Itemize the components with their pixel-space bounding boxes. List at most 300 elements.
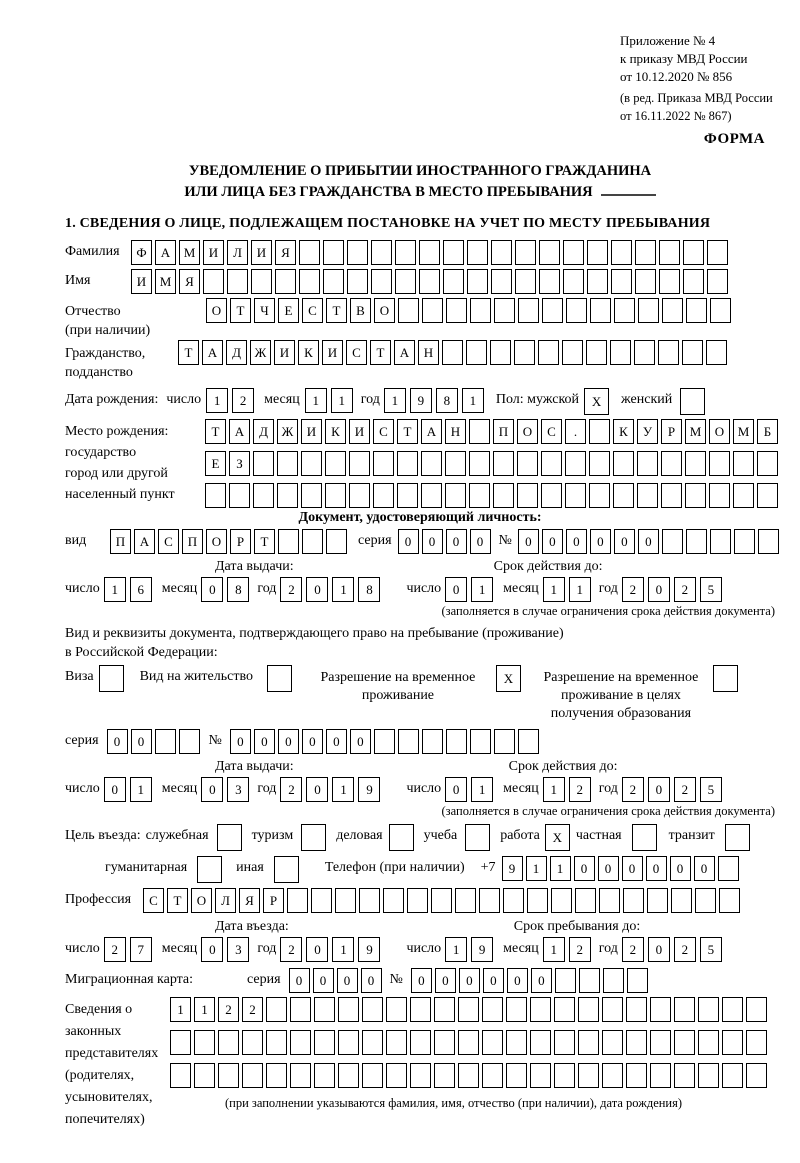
- char-cell[interactable]: 1: [550, 856, 571, 881]
- char-cell[interactable]: 0: [446, 529, 467, 554]
- char-cell[interactable]: 1: [445, 937, 467, 962]
- char-cell[interactable]: [661, 483, 682, 508]
- char-cell[interactable]: 0: [306, 777, 328, 802]
- char-cell[interactable]: 1: [569, 577, 591, 602]
- char-cell[interactable]: [506, 1030, 527, 1055]
- char-cell[interactable]: [458, 997, 479, 1022]
- char-cell[interactable]: [491, 240, 512, 265]
- char-cell[interactable]: 0: [518, 529, 539, 554]
- char-cell[interactable]: А: [394, 340, 415, 365]
- char-cell[interactable]: Л: [215, 888, 236, 913]
- char-cell[interactable]: П: [493, 419, 514, 444]
- char-cell[interactable]: [579, 968, 600, 993]
- char-cell[interactable]: [170, 1063, 191, 1088]
- char-cell[interactable]: 2: [674, 577, 696, 602]
- char-cell[interactable]: М: [685, 419, 706, 444]
- char-cell[interactable]: [443, 269, 464, 294]
- char-cell[interactable]: 0: [483, 968, 504, 993]
- char-cell[interactable]: [227, 269, 248, 294]
- char-cell[interactable]: 2: [104, 937, 126, 962]
- char-cell[interactable]: 0: [230, 729, 251, 754]
- char-cell[interactable]: С: [541, 419, 562, 444]
- char-cell[interactable]: [650, 997, 671, 1022]
- char-cell[interactable]: [662, 529, 683, 554]
- char-cell[interactable]: [725, 824, 750, 851]
- char-cell[interactable]: [539, 269, 560, 294]
- char-cell[interactable]: 6: [130, 577, 152, 602]
- char-cell[interactable]: 9: [502, 856, 523, 881]
- char-cell[interactable]: [373, 451, 394, 476]
- char-cell[interactable]: 0: [398, 529, 419, 554]
- char-cell[interactable]: [314, 997, 335, 1022]
- char-cell[interactable]: Т: [230, 298, 251, 323]
- char-cell[interactable]: В: [350, 298, 371, 323]
- char-cell[interactable]: О: [517, 419, 538, 444]
- char-cell[interactable]: [266, 997, 287, 1022]
- char-cell[interactable]: [290, 1063, 311, 1088]
- char-cell[interactable]: [458, 1063, 479, 1088]
- char-cell[interactable]: 2: [280, 937, 302, 962]
- char-cell[interactable]: 1: [305, 388, 327, 413]
- char-cell[interactable]: 1: [332, 937, 354, 962]
- char-cell[interactable]: 8: [358, 577, 380, 602]
- char-cell[interactable]: К: [298, 340, 319, 365]
- char-cell[interactable]: 2: [622, 937, 644, 962]
- char-cell[interactable]: А: [155, 240, 176, 265]
- char-cell[interactable]: И: [349, 419, 370, 444]
- char-cell[interactable]: [267, 665, 292, 692]
- char-cell[interactable]: Т: [167, 888, 188, 913]
- char-cell[interactable]: .: [565, 419, 586, 444]
- char-cell[interactable]: [299, 240, 320, 265]
- char-cell[interactable]: [389, 824, 414, 851]
- char-cell[interactable]: [758, 529, 779, 554]
- char-cell[interactable]: Т: [254, 529, 275, 554]
- char-cell[interactable]: 0: [289, 968, 310, 993]
- char-cell[interactable]: [563, 240, 584, 265]
- char-cell[interactable]: 1: [543, 937, 565, 962]
- char-cell[interactable]: 7: [130, 937, 152, 962]
- char-cell[interactable]: 0: [302, 729, 323, 754]
- char-cell[interactable]: [242, 1030, 263, 1055]
- char-cell[interactable]: 0: [361, 968, 382, 993]
- char-cell[interactable]: [541, 451, 562, 476]
- char-cell[interactable]: [218, 1030, 239, 1055]
- char-cell[interactable]: [671, 888, 692, 913]
- char-cell[interactable]: [493, 483, 514, 508]
- char-cell[interactable]: М: [733, 419, 754, 444]
- char-cell[interactable]: 9: [358, 937, 380, 962]
- char-cell[interactable]: X: [584, 388, 609, 415]
- char-cell[interactable]: Я: [239, 888, 260, 913]
- char-cell[interactable]: 0: [614, 529, 635, 554]
- char-cell[interactable]: [575, 888, 596, 913]
- char-cell[interactable]: 2: [232, 388, 254, 413]
- char-cell[interactable]: 1: [526, 856, 547, 881]
- char-cell[interactable]: [434, 1063, 455, 1088]
- char-cell[interactable]: [203, 269, 224, 294]
- char-cell[interactable]: А: [202, 340, 223, 365]
- char-cell[interactable]: [578, 1030, 599, 1055]
- char-cell[interactable]: 0: [201, 777, 223, 802]
- char-cell[interactable]: [589, 451, 610, 476]
- char-cell[interactable]: [217, 824, 242, 851]
- char-cell[interactable]: 0: [638, 529, 659, 554]
- char-cell[interactable]: [541, 483, 562, 508]
- char-cell[interactable]: 0: [107, 729, 128, 754]
- char-cell[interactable]: [170, 1030, 191, 1055]
- char-cell[interactable]: 0: [313, 968, 334, 993]
- char-cell[interactable]: [722, 1030, 743, 1055]
- char-cell[interactable]: [587, 269, 608, 294]
- char-cell[interactable]: [685, 451, 706, 476]
- char-cell[interactable]: К: [613, 419, 634, 444]
- char-cell[interactable]: [634, 340, 655, 365]
- char-cell[interactable]: 2: [674, 937, 696, 962]
- char-cell[interactable]: [278, 529, 299, 554]
- char-cell[interactable]: 0: [411, 968, 432, 993]
- char-cell[interactable]: [530, 997, 551, 1022]
- char-cell[interactable]: [578, 1063, 599, 1088]
- char-cell[interactable]: 3: [227, 937, 249, 962]
- char-cell[interactable]: [253, 451, 274, 476]
- char-cell[interactable]: [551, 888, 572, 913]
- char-cell[interactable]: [469, 483, 490, 508]
- char-cell[interactable]: 1: [462, 388, 484, 413]
- char-cell[interactable]: 1: [471, 777, 493, 802]
- char-cell[interactable]: [626, 1030, 647, 1055]
- char-cell[interactable]: [719, 888, 740, 913]
- char-cell[interactable]: [398, 729, 419, 754]
- char-cell[interactable]: [479, 888, 500, 913]
- char-cell[interactable]: [470, 298, 491, 323]
- char-cell[interactable]: [458, 1030, 479, 1055]
- char-cell[interactable]: 2: [569, 777, 591, 802]
- char-cell[interactable]: [627, 968, 648, 993]
- char-cell[interactable]: [566, 298, 587, 323]
- char-cell[interactable]: [659, 240, 680, 265]
- char-cell[interactable]: И: [251, 240, 272, 265]
- char-cell[interactable]: 0: [670, 856, 691, 881]
- char-cell[interactable]: [338, 1030, 359, 1055]
- char-cell[interactable]: И: [203, 240, 224, 265]
- char-cell[interactable]: [314, 1063, 335, 1088]
- char-cell[interactable]: [514, 340, 535, 365]
- char-cell[interactable]: [301, 824, 326, 851]
- char-cell[interactable]: [491, 269, 512, 294]
- char-cell[interactable]: [734, 529, 755, 554]
- char-cell[interactable]: И: [322, 340, 343, 365]
- char-cell[interactable]: [518, 298, 539, 323]
- char-cell[interactable]: 0: [648, 777, 670, 802]
- char-cell[interactable]: [713, 665, 738, 692]
- char-cell[interactable]: [469, 419, 490, 444]
- char-cell[interactable]: 2: [242, 997, 263, 1022]
- char-cell[interactable]: [338, 997, 359, 1022]
- char-cell[interactable]: [325, 483, 346, 508]
- char-cell[interactable]: [538, 340, 559, 365]
- char-cell[interactable]: [482, 1063, 503, 1088]
- char-cell[interactable]: [698, 1030, 719, 1055]
- char-cell[interactable]: [194, 1030, 215, 1055]
- char-cell[interactable]: [397, 483, 418, 508]
- char-cell[interactable]: 0: [254, 729, 275, 754]
- char-cell[interactable]: П: [110, 529, 131, 554]
- char-cell[interactable]: [706, 340, 727, 365]
- char-cell[interactable]: [602, 1030, 623, 1055]
- char-cell[interactable]: [626, 997, 647, 1022]
- char-cell[interactable]: [746, 1030, 767, 1055]
- char-cell[interactable]: [362, 1063, 383, 1088]
- char-cell[interactable]: [709, 451, 730, 476]
- char-cell[interactable]: [613, 451, 634, 476]
- char-cell[interactable]: И: [274, 340, 295, 365]
- char-cell[interactable]: [515, 240, 536, 265]
- char-cell[interactable]: [275, 269, 296, 294]
- char-cell[interactable]: [527, 888, 548, 913]
- char-cell[interactable]: Т: [397, 419, 418, 444]
- char-cell[interactable]: [565, 483, 586, 508]
- char-cell[interactable]: 1: [332, 777, 354, 802]
- char-cell[interactable]: 0: [622, 856, 643, 881]
- char-cell[interactable]: [710, 298, 731, 323]
- char-cell[interactable]: Е: [205, 451, 226, 476]
- char-cell[interactable]: [506, 1063, 527, 1088]
- char-cell[interactable]: [614, 298, 635, 323]
- char-cell[interactable]: И: [131, 269, 152, 294]
- char-cell[interactable]: 0: [574, 856, 595, 881]
- char-cell[interactable]: К: [325, 419, 346, 444]
- char-cell[interactable]: 3: [227, 777, 249, 802]
- char-cell[interactable]: 0: [337, 968, 358, 993]
- char-cell[interactable]: 0: [201, 937, 223, 962]
- char-cell[interactable]: [490, 340, 511, 365]
- char-cell[interactable]: С: [346, 340, 367, 365]
- char-cell[interactable]: 0: [350, 729, 371, 754]
- char-cell[interactable]: [578, 997, 599, 1022]
- char-cell[interactable]: [410, 1030, 431, 1055]
- char-cell[interactable]: [301, 483, 322, 508]
- char-cell[interactable]: [395, 240, 416, 265]
- char-cell[interactable]: [266, 1030, 287, 1055]
- char-cell[interactable]: Л: [227, 240, 248, 265]
- char-cell[interactable]: [155, 729, 176, 754]
- char-cell[interactable]: [722, 1063, 743, 1088]
- char-cell[interactable]: Р: [263, 888, 284, 913]
- char-cell[interactable]: [419, 240, 440, 265]
- char-cell[interactable]: [467, 240, 488, 265]
- char-cell[interactable]: [386, 1063, 407, 1088]
- char-cell[interactable]: [179, 729, 200, 754]
- char-cell[interactable]: З: [229, 451, 250, 476]
- char-cell[interactable]: [362, 1030, 383, 1055]
- char-cell[interactable]: [482, 1030, 503, 1055]
- char-cell[interactable]: 0: [531, 968, 552, 993]
- char-cell[interactable]: Н: [418, 340, 439, 365]
- char-cell[interactable]: 1: [331, 388, 353, 413]
- char-cell[interactable]: [419, 269, 440, 294]
- char-cell[interactable]: [530, 1063, 551, 1088]
- char-cell[interactable]: А: [229, 419, 250, 444]
- char-cell[interactable]: [349, 451, 370, 476]
- char-cell[interactable]: [518, 729, 539, 754]
- char-cell[interactable]: [218, 1063, 239, 1088]
- char-cell[interactable]: [674, 1030, 695, 1055]
- char-cell[interactable]: С: [373, 419, 394, 444]
- char-cell[interactable]: [662, 298, 683, 323]
- char-cell[interactable]: 0: [326, 729, 347, 754]
- char-cell[interactable]: 0: [435, 968, 456, 993]
- char-cell[interactable]: [698, 1063, 719, 1088]
- char-cell[interactable]: [338, 1063, 359, 1088]
- char-cell[interactable]: С: [158, 529, 179, 554]
- char-cell[interactable]: [99, 665, 124, 692]
- char-cell[interactable]: X: [545, 824, 570, 851]
- char-cell[interactable]: [277, 483, 298, 508]
- char-cell[interactable]: [733, 483, 754, 508]
- char-cell[interactable]: [626, 1063, 647, 1088]
- char-cell[interactable]: О: [709, 419, 730, 444]
- char-cell[interactable]: 1: [543, 577, 565, 602]
- char-cell[interactable]: Ж: [250, 340, 271, 365]
- char-cell[interactable]: Д: [226, 340, 247, 365]
- char-cell[interactable]: [205, 483, 226, 508]
- char-cell[interactable]: О: [191, 888, 212, 913]
- char-cell[interactable]: 2: [622, 577, 644, 602]
- char-cell[interactable]: [371, 269, 392, 294]
- char-cell[interactable]: [431, 888, 452, 913]
- char-cell[interactable]: 0: [131, 729, 152, 754]
- char-cell[interactable]: 9: [358, 777, 380, 802]
- char-cell[interactable]: [722, 997, 743, 1022]
- char-cell[interactable]: [599, 888, 620, 913]
- char-cell[interactable]: [374, 729, 395, 754]
- char-cell[interactable]: [674, 1063, 695, 1088]
- char-cell[interactable]: 2: [569, 937, 591, 962]
- char-cell[interactable]: [661, 451, 682, 476]
- char-cell[interactable]: 0: [598, 856, 619, 881]
- char-cell[interactable]: [314, 1030, 335, 1055]
- char-cell[interactable]: [494, 729, 515, 754]
- char-cell[interactable]: [301, 451, 322, 476]
- char-cell[interactable]: С: [143, 888, 164, 913]
- char-cell[interactable]: [733, 451, 754, 476]
- char-cell[interactable]: [638, 298, 659, 323]
- char-cell[interactable]: [299, 269, 320, 294]
- char-cell[interactable]: Ф: [131, 240, 152, 265]
- char-cell[interactable]: 0: [507, 968, 528, 993]
- char-cell[interactable]: [229, 483, 250, 508]
- char-cell[interactable]: [647, 888, 668, 913]
- char-cell[interactable]: [371, 240, 392, 265]
- char-cell[interactable]: Я: [275, 240, 296, 265]
- char-cell[interactable]: 1: [130, 777, 152, 802]
- char-cell[interactable]: [326, 529, 347, 554]
- char-cell[interactable]: 0: [470, 529, 491, 554]
- char-cell[interactable]: Д: [253, 419, 274, 444]
- char-cell[interactable]: [290, 1030, 311, 1055]
- char-cell[interactable]: А: [421, 419, 442, 444]
- char-cell[interactable]: [637, 451, 658, 476]
- char-cell[interactable]: 0: [306, 937, 328, 962]
- char-cell[interactable]: 0: [459, 968, 480, 993]
- char-cell[interactable]: 2: [280, 577, 302, 602]
- char-cell[interactable]: [373, 483, 394, 508]
- char-cell[interactable]: [695, 888, 716, 913]
- char-cell[interactable]: X: [496, 665, 521, 692]
- char-cell[interactable]: [623, 888, 644, 913]
- char-cell[interactable]: [683, 240, 704, 265]
- char-cell[interactable]: [434, 997, 455, 1022]
- char-cell[interactable]: [434, 1030, 455, 1055]
- char-cell[interactable]: [686, 298, 707, 323]
- char-cell[interactable]: [650, 1030, 671, 1055]
- char-cell[interactable]: [266, 1063, 287, 1088]
- char-cell[interactable]: П: [182, 529, 203, 554]
- char-cell[interactable]: [302, 529, 323, 554]
- char-cell[interactable]: [590, 298, 611, 323]
- char-cell[interactable]: [530, 1030, 551, 1055]
- char-cell[interactable]: [503, 888, 524, 913]
- char-cell[interactable]: 0: [201, 577, 223, 602]
- char-cell[interactable]: 9: [410, 388, 432, 413]
- char-cell[interactable]: [562, 340, 583, 365]
- char-cell[interactable]: [517, 451, 538, 476]
- char-cell[interactable]: Я: [179, 269, 200, 294]
- char-cell[interactable]: [683, 269, 704, 294]
- char-cell[interactable]: 1: [384, 388, 406, 413]
- char-cell[interactable]: 0: [648, 937, 670, 962]
- char-cell[interactable]: Е: [278, 298, 299, 323]
- char-cell[interactable]: [197, 856, 222, 883]
- char-cell[interactable]: [698, 997, 719, 1022]
- char-cell[interactable]: [323, 269, 344, 294]
- char-cell[interactable]: Т: [205, 419, 226, 444]
- char-cell[interactable]: 0: [445, 577, 467, 602]
- char-cell[interactable]: [589, 419, 610, 444]
- char-cell[interactable]: 0: [590, 529, 611, 554]
- char-cell[interactable]: 5: [700, 937, 722, 962]
- char-cell[interactable]: 0: [422, 529, 443, 554]
- char-cell[interactable]: А: [134, 529, 155, 554]
- char-cell[interactable]: 0: [104, 777, 126, 802]
- char-cell[interactable]: 5: [700, 577, 722, 602]
- char-cell[interactable]: 1: [543, 777, 565, 802]
- char-cell[interactable]: [542, 298, 563, 323]
- char-cell[interactable]: [680, 388, 705, 415]
- char-cell[interactable]: [674, 997, 695, 1022]
- char-cell[interactable]: [757, 483, 778, 508]
- char-cell[interactable]: [586, 340, 607, 365]
- char-cell[interactable]: М: [179, 240, 200, 265]
- char-cell[interactable]: [494, 298, 515, 323]
- char-cell[interactable]: У: [637, 419, 658, 444]
- char-cell[interactable]: 0: [542, 529, 563, 554]
- char-cell[interactable]: 0: [306, 577, 328, 602]
- char-cell[interactable]: [757, 451, 778, 476]
- char-cell[interactable]: [637, 483, 658, 508]
- char-cell[interactable]: [602, 997, 623, 1022]
- char-cell[interactable]: [335, 888, 356, 913]
- char-cell[interactable]: [515, 269, 536, 294]
- char-cell[interactable]: [506, 997, 527, 1022]
- char-cell[interactable]: 0: [278, 729, 299, 754]
- char-cell[interactable]: [398, 298, 419, 323]
- char-cell[interactable]: [410, 997, 431, 1022]
- char-cell[interactable]: Б: [757, 419, 778, 444]
- char-cell[interactable]: [359, 888, 380, 913]
- char-cell[interactable]: [445, 483, 466, 508]
